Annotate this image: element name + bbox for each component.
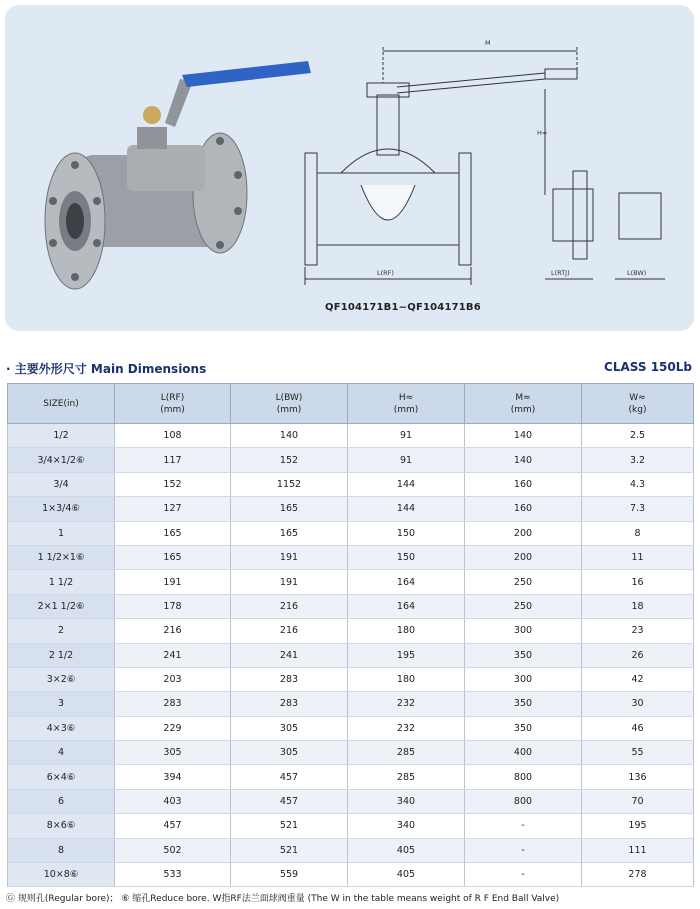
cell-size: 2 1/2 — [8, 643, 115, 667]
header-size — [8, 384, 115, 424]
cell-h: 150 — [348, 521, 465, 545]
cell-h: 285 — [348, 741, 465, 765]
cell-size: 1 — [8, 521, 115, 545]
cell-w: 46 — [582, 716, 694, 740]
product-illustration-panel — [5, 5, 694, 331]
dim-lbw-label: L(BW) — [627, 269, 647, 277]
header-line2: (mm) — [276, 404, 302, 415]
dim-h-label: H≈ — [537, 129, 548, 137]
cell-w: 70 — [582, 789, 694, 813]
cell-l-bw: 305 — [231, 741, 348, 765]
dim-m-label: M — [485, 39, 491, 47]
cell-m: 300 — [465, 619, 582, 643]
header-l-rf — [115, 384, 231, 424]
dim-lrf-label: L(RF) — [377, 269, 394, 277]
cell-m: 300 — [465, 667, 582, 691]
cell-h: 180 — [348, 619, 465, 643]
cell-m: 350 — [465, 716, 582, 740]
cell-size: 1 1/2 — [8, 570, 115, 594]
table-row — [8, 765, 694, 789]
cell-l-bw: 521 — [231, 838, 348, 862]
header-line2: (mm) — [393, 404, 419, 415]
cell-l-rf: 502 — [115, 838, 231, 862]
cell-w: 55 — [582, 741, 694, 765]
table-row — [8, 667, 694, 691]
cell-l-rf: 108 — [115, 424, 231, 448]
cell-m: - — [465, 814, 582, 838]
cell-size: 1×3/4⑥ — [8, 497, 115, 521]
cell-h: 144 — [348, 497, 465, 521]
cell-size: 1 1/2×1⑥ — [8, 545, 115, 569]
table-row — [8, 424, 694, 448]
cell-l-rf: 127 — [115, 497, 231, 521]
cell-w: 111 — [582, 838, 694, 862]
cell-h: 195 — [348, 643, 465, 667]
cell-w: 26 — [582, 643, 694, 667]
cell-h: 405 — [348, 863, 465, 887]
header-m — [465, 384, 582, 424]
cell-l-rf: 229 — [115, 716, 231, 740]
cell-l-bw: 559 — [231, 863, 348, 887]
table-row — [8, 545, 694, 569]
table-row — [8, 814, 694, 838]
table-row — [8, 863, 694, 887]
header-line1: SIZE(in) — [43, 398, 79, 409]
cell-l-rf: 191 — [115, 570, 231, 594]
cell-l-rf: 305 — [115, 741, 231, 765]
cell-size: 4 — [8, 741, 115, 765]
cell-l-rf: 178 — [115, 594, 231, 618]
cell-l-bw: 140 — [231, 424, 348, 448]
cell-w: 11 — [582, 545, 694, 569]
cell-m: - — [465, 863, 582, 887]
cell-h: 285 — [348, 765, 465, 789]
cell-l-bw: 216 — [231, 619, 348, 643]
table-header-row — [8, 384, 694, 424]
header-w — [582, 384, 694, 424]
cell-size: 4×3⑥ — [8, 716, 115, 740]
table-row — [8, 472, 694, 496]
cell-m: 160 — [465, 497, 582, 521]
header-line1: M≈ — [515, 392, 531, 403]
cell-w: 2.5 — [582, 424, 694, 448]
cell-m: 400 — [465, 741, 582, 765]
header-line1: L(RF) — [160, 392, 185, 403]
cell-h: 164 — [348, 570, 465, 594]
header-line1: H≈ — [398, 392, 414, 403]
cell-h: 340 — [348, 814, 465, 838]
cell-l-rf: 403 — [115, 789, 231, 813]
header-l-bw — [231, 384, 348, 424]
cell-m: - — [465, 838, 582, 862]
table-row — [8, 497, 694, 521]
cell-h: 180 — [348, 667, 465, 691]
cell-w: 23 — [582, 619, 694, 643]
cell-m: 800 — [465, 789, 582, 813]
table-row — [8, 570, 694, 594]
cell-l-bw: 191 — [231, 570, 348, 594]
ball-valve-drawing — [5, 5, 694, 331]
section-title: · 主要外形尺寸 Main Dimensions — [6, 362, 207, 376]
cell-l-bw: 216 — [231, 594, 348, 618]
table-row — [8, 619, 694, 643]
cell-m: 160 — [465, 472, 582, 496]
cell-w: 7.3 — [582, 497, 694, 521]
cell-l-rf: 533 — [115, 863, 231, 887]
cell-m: 800 — [465, 765, 582, 789]
table-row — [8, 716, 694, 740]
cell-size: 8×6⑥ — [8, 814, 115, 838]
cell-m: 140 — [465, 448, 582, 472]
cell-size: 3 — [8, 692, 115, 716]
cell-w: 4.3 — [582, 472, 694, 496]
cell-w: 8 — [582, 521, 694, 545]
dim-lrtj-label: L(RTJ) — [551, 269, 570, 277]
cell-m: 250 — [465, 594, 582, 618]
cell-size: 10×8⑥ — [8, 863, 115, 887]
cell-l-bw: 165 — [231, 497, 348, 521]
cell-h: 91 — [348, 448, 465, 472]
header-line2: (kg) — [628, 404, 647, 415]
cell-l-bw: 283 — [231, 692, 348, 716]
cell-l-rf: 165 — [115, 545, 231, 569]
cell-m: 200 — [465, 545, 582, 569]
cell-m: 350 — [465, 692, 582, 716]
header-line1: W≈ — [629, 392, 646, 403]
cell-l-rf: 283 — [115, 692, 231, 716]
cell-l-rf: 394 — [115, 765, 231, 789]
cell-h: 150 — [348, 545, 465, 569]
cell-h: 405 — [348, 838, 465, 862]
cell-size: 2 — [8, 619, 115, 643]
cell-l-rf: 203 — [115, 667, 231, 691]
cell-l-rf: 117 — [115, 448, 231, 472]
cell-w: 42 — [582, 667, 694, 691]
cell-m: 250 — [465, 570, 582, 594]
cell-l-bw: 241 — [231, 643, 348, 667]
cell-w: 3.2 — [582, 448, 694, 472]
table-row — [8, 643, 694, 667]
cell-l-bw: 165 — [231, 521, 348, 545]
cell-m: 350 — [465, 643, 582, 667]
cell-l-bw: 521 — [231, 814, 348, 838]
header-line1: L(BW) — [275, 392, 303, 403]
section-header — [0, 358, 700, 378]
table-row — [8, 838, 694, 862]
cell-m: 140 — [465, 424, 582, 448]
model-code: QF104171B1~QF104171B6 — [325, 302, 481, 313]
table-row — [8, 692, 694, 716]
cell-l-bw: 283 — [231, 667, 348, 691]
cell-l-bw: 1152 — [231, 472, 348, 496]
cell-size: 3×2⑥ — [8, 667, 115, 691]
cell-l-rf: 165 — [115, 521, 231, 545]
cell-l-bw: 457 — [231, 765, 348, 789]
cell-l-rf: 241 — [115, 643, 231, 667]
cell-l-bw: 457 — [231, 789, 348, 813]
cell-size: 2×1 1/2⑥ — [8, 594, 115, 618]
cell-w: 16 — [582, 570, 694, 594]
cell-l-rf: 216 — [115, 619, 231, 643]
cell-l-bw: 152 — [231, 448, 348, 472]
table-row — [8, 789, 694, 813]
valve-photo — [45, 61, 311, 289]
cell-h: 232 — [348, 692, 465, 716]
table-body — [8, 424, 694, 887]
cell-m: 200 — [465, 521, 582, 545]
cell-w: 18 — [582, 594, 694, 618]
cell-w: 278 — [582, 863, 694, 887]
cell-l-bw: 305 — [231, 716, 348, 740]
table-row — [8, 741, 694, 765]
cell-w: 136 — [582, 765, 694, 789]
cell-size: 3/4×1/2⑥ — [8, 448, 115, 472]
header-line2: (mm) — [510, 404, 536, 415]
class-label: CLASS 150Lb — [604, 360, 692, 374]
cell-size: 6×4⑥ — [8, 765, 115, 789]
table-row — [8, 594, 694, 618]
cell-w: 30 — [582, 692, 694, 716]
cell-h: 340 — [348, 789, 465, 813]
valve-section-drawing — [305, 47, 665, 285]
header-h — [348, 384, 465, 424]
cell-l-rf: 457 — [115, 814, 231, 838]
cell-h: 91 — [348, 424, 465, 448]
cell-l-rf: 152 — [115, 472, 231, 496]
main-dimensions-table — [7, 383, 694, 887]
cell-size: 3/4 — [8, 472, 115, 496]
cell-h: 232 — [348, 716, 465, 740]
header-line2: (mm) — [160, 404, 185, 415]
cell-h: 144 — [348, 472, 465, 496]
cell-l-bw: 191 — [231, 545, 348, 569]
cell-h: 164 — [348, 594, 465, 618]
table-row — [8, 448, 694, 472]
footnote: Ⓖ 规则孔(Regular bore)； ⑥ 缩孔Reduce bore. W指RF法兰面球阀重量 (The W in the table means weight of R F End Ball Valve) — [6, 894, 560, 904]
table-row — [8, 521, 694, 545]
cell-size: 1/2 — [8, 424, 115, 448]
cell-size: 6 — [8, 789, 115, 813]
cell-size: 8 — [8, 838, 115, 862]
cell-w: 195 — [582, 814, 694, 838]
